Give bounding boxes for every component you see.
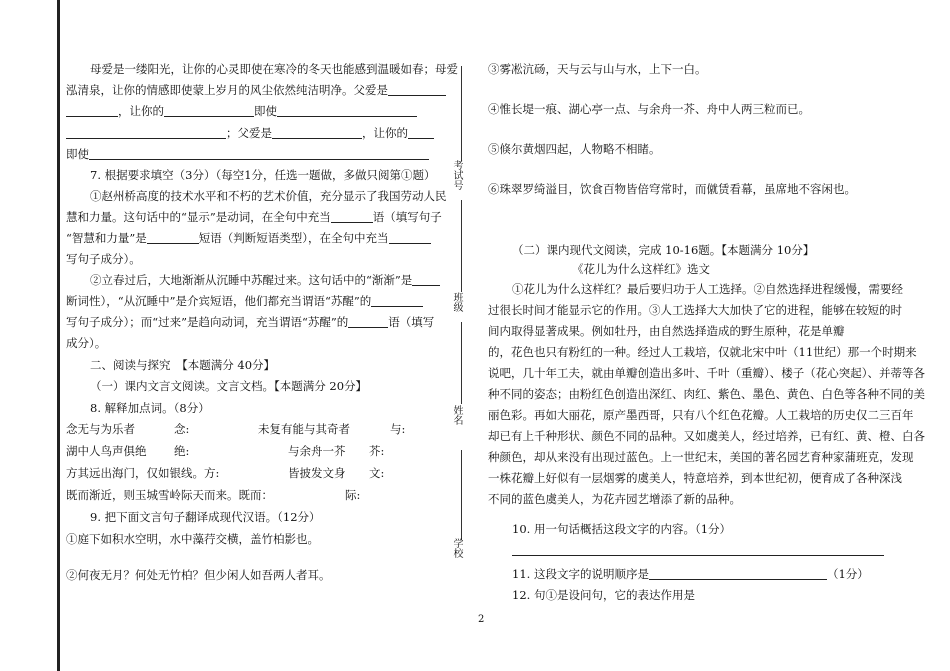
question-12: 12. 句①是设问句，它的表达作用是	[512, 588, 695, 602]
q8-item: 皆披发文身	[288, 466, 346, 480]
passage-line-3: ，让你的 即使	[66, 103, 417, 119]
q8-item: 未复有能与其奇者	[258, 422, 350, 436]
section-2-heading: 二、阅读与探究 【本题满分 40分】	[90, 358, 276, 372]
q7-1-line-4: 写句子成分）。	[66, 252, 141, 266]
passage-line: 却已有上千种形状、颜色不同的品种。又如虞美人，经过培养，已有红、黄、橙、白各	[488, 429, 925, 443]
blank[interactable]	[272, 126, 362, 139]
q8-answer-label: 念:	[174, 422, 190, 436]
blank[interactable]	[89, 147, 429, 160]
class-label: 班级	[451, 292, 462, 312]
question-9: 9. 把下面文言句子翻译成现代汉语。（12分）	[90, 510, 321, 524]
blank[interactable]	[147, 231, 199, 244]
question-7: 7. 根据要求填空（3分）（每空1分，任选一题做，多做只阅第①题）	[90, 168, 436, 182]
q8-answer-label: 际:	[345, 488, 361, 502]
q7-2-line-2: 断词性），“从沉睡中”是介宾短语，他们都充当谓语“苏醒”的	[66, 293, 423, 309]
q9-sentence-2: ②何夜无月？何处无竹柏？但少闲人如吾两人者耳。	[66, 568, 331, 582]
blank[interactable]	[389, 231, 431, 244]
q7-1-line-3: “智慧和力量”是 短语（判断短语类型），在全句中充当	[66, 230, 431, 246]
sentence-3: ③雾凇沆砀，天与云与山与水，上下一白。	[488, 62, 707, 76]
passage-line-4: ；父爱是 ，让你的	[66, 125, 434, 141]
passage-line: 间内取得显著成果。例如牡丹，由自然选择造成的野生原种，花是单瓣	[488, 324, 845, 338]
q11-answer-blank[interactable]	[649, 567, 827, 580]
q8-answer-label: 绝:	[174, 444, 190, 458]
passage-line: 过很长时间才能显示它的作用。③人工选择大大加快了它的进程，能够在较短的时	[488, 303, 902, 317]
q7-2-line-1: ②立春过后，大地渐渐从沉睡中苏醒过来。这句话中的“渐渐”是	[90, 272, 440, 288]
blank[interactable]	[66, 104, 118, 117]
blank[interactable]	[388, 83, 446, 96]
passage-line: 说吧，几十年工夫，就由单瓣创造出多叶、千叶（重瓣）、楼子（花心突起）、并蒂等各	[488, 366, 925, 380]
passage-title: 《花儿为什么这样红》选文	[572, 262, 710, 276]
q8-item: 念无与为乐者	[66, 422, 135, 436]
question-10: 10. 用一句话概括这段文字的内容。（1分）	[512, 522, 732, 536]
q9-sentence-1: ①庭下如积水空明，水中藻荇交横，盖竹柏影也。	[66, 532, 319, 546]
q7-2-line-4: 成分）。	[66, 336, 107, 350]
name-label: 姓名	[451, 405, 462, 425]
blank[interactable]	[277, 104, 417, 117]
q8-answer-label: 与:	[390, 422, 406, 436]
q10-answer-line[interactable]	[512, 555, 884, 556]
q8-answer-label: 文:	[369, 466, 385, 480]
question-8: 8. 解释加点词。（8分）	[90, 401, 210, 415]
sentence-6: ⑥珠翠罗绮溢目，饮食百物皆倍穹常时，而僦赁看幕，虽席地不容闲也。	[488, 182, 856, 196]
passage-line: 一株花瓣上好似有一层烟雾的虞美人，特意培养，到本世纪初，便育成了各种深浅	[488, 471, 902, 485]
blank[interactable]	[348, 315, 388, 328]
passage-line-1: 母爱是一缕阳光，让你的心灵即使在寒冷的冬天也能感到温暖如春；母爱	[90, 62, 458, 76]
q8-answer-label: 芥:	[369, 444, 385, 458]
section-2-1-heading: （一）课内文言文阅读。文言文档。【本题满分 20分】	[90, 379, 368, 393]
q7-1-line-1: ①赵州桥高度的技术水平和不朽的艺术价值，充分显示了我国劳动人民	[90, 189, 447, 203]
q8-item: 湖中人鸟声俱绝	[66, 444, 147, 458]
passage-line: 的，花色也只有粉红的一种。经过人工栽培，仅就北宋中叶（11世纪）那一个时期来	[488, 345, 917, 359]
passage-line-5: 即使	[66, 146, 429, 162]
school-line[interactable]	[461, 450, 462, 540]
passage-line: 丽色彩。再如大丽花，原产墨西哥，只有八个红色花瓣。人工栽培的历史仅二三百年	[488, 408, 914, 422]
name-line[interactable]	[461, 322, 462, 404]
blank[interactable]	[371, 294, 423, 307]
blank[interactable]	[331, 210, 373, 223]
class-line[interactable]	[461, 200, 462, 292]
q7-2-line-3: 写句子成分）；而“过来”是趋向动词，充当谓语“苏醒”的 语（填写	[66, 315, 435, 329]
sentence-5: ⑤倏尔黄烟四起，人物略不相睹。	[488, 142, 661, 156]
blank[interactable]	[164, 104, 254, 117]
q8-item: 既而渐近，则玉城雪岭际天而来。既而：	[66, 488, 273, 502]
blank[interactable]	[408, 126, 434, 139]
passage-line: 不同的蓝色虞美人，为花卉园艺增添了新的品种。	[488, 492, 741, 506]
passage-line: 种不同的姿态；由粉红色创造出深红、肉红、紫色、墨色、黄色、白色等各种不同的美	[488, 387, 925, 401]
q8-item: 方其远出海门，仅如银线。方:	[66, 466, 220, 480]
school-label: 学校	[451, 538, 462, 558]
blank[interactable]	[412, 273, 440, 286]
passage-line: ①花儿为什么这样红？最后要归功于人工选择。②自然选择进程缓慢，需要经	[512, 282, 903, 296]
passage-line-2: 泓清泉，让你的情感即使蒙上岁月的风尘依然纯洁明净。父爱是	[66, 82, 446, 98]
binding-edge	[57, 0, 60, 671]
question-11: 11. 这段文字的说明顺序是 （1分）	[512, 567, 869, 581]
q8-item: 与余舟一芥	[288, 444, 346, 458]
sentence-4: ④惟长堤一痕、湖心亭一点、与余舟一芥、舟中人两三粒而已。	[488, 102, 810, 116]
section-2-2-heading: （二）课内现代文阅读，完成 10-16题。【本题满分 10分】	[512, 243, 815, 257]
passage-line: 种颜色，却从来没有出现过蓝色。上一世纪末，美国的著名园艺育种家蒲班克，发现	[488, 450, 914, 464]
blank[interactable]	[66, 126, 226, 139]
q7-1-line-2: 慧和力量。这句话中的“显示”是动词，在全句中充当 语（填写句子	[66, 210, 442, 224]
page-number: 2	[478, 614, 485, 625]
exam-number-label: 考试号	[451, 160, 462, 190]
exam-number-line[interactable]	[461, 66, 462, 161]
